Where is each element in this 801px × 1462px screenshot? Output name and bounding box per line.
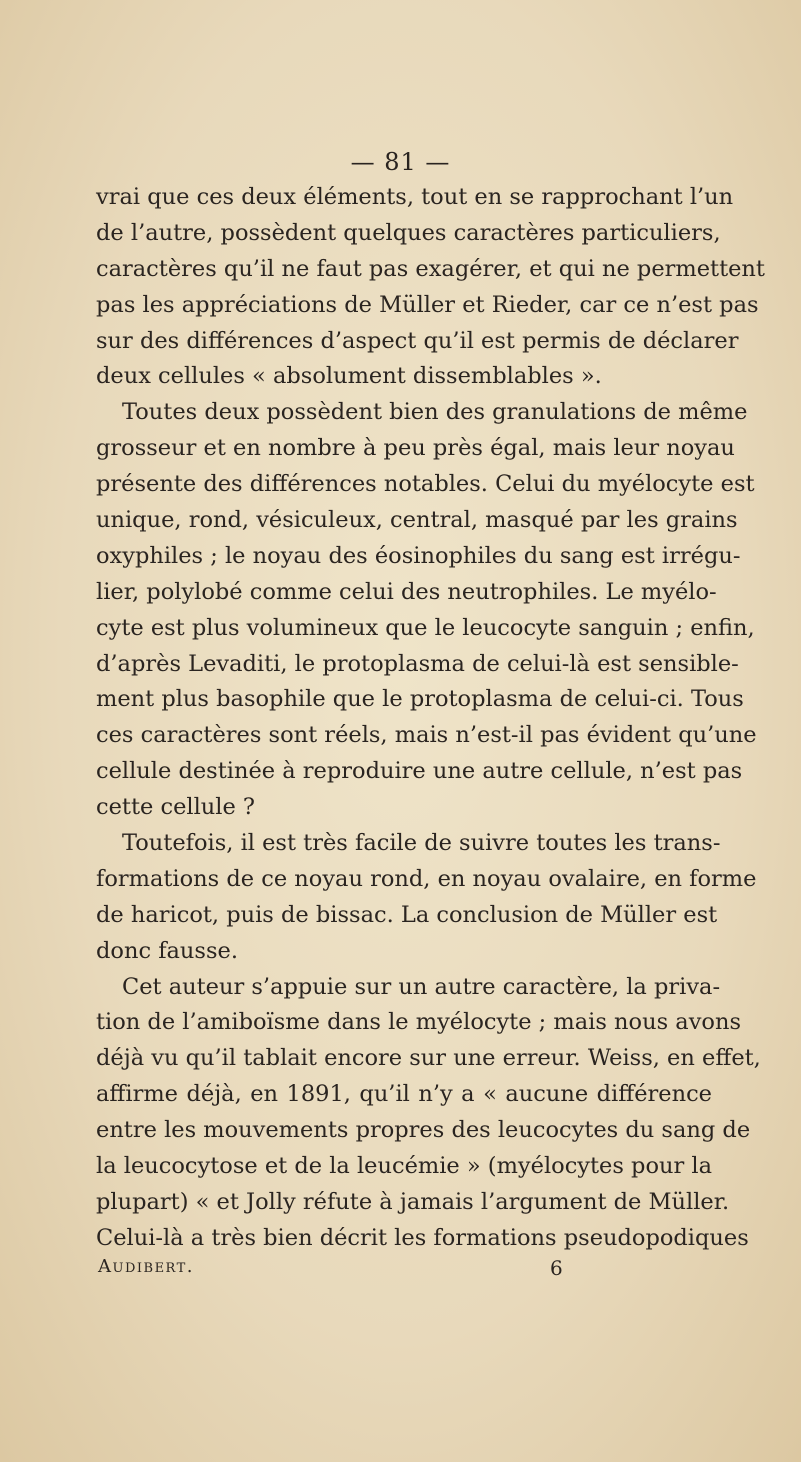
text-line: la leucocytose et de la leucémie » (myélocytes pour la [96,1153,713,1180]
text-line: Celui-là a très bien décrit les formations pseudopodiques [96,1224,749,1251]
text-line: donc fausse. [96,937,238,964]
text-line: ces caractères sont réels, mais n’est-il pas évident qu’une [96,722,757,749]
text-line: vrai que ces deux éléments, tout en se rapprochant l’un [96,184,734,210]
footer-author: Audibert. [98,1256,195,1277]
text-line: caractères qu’il ne faut pas exagérer, et qui ne permettent [96,255,765,282]
text-line: grosseur et en nombre à peu près égal, mais leur noyau [96,435,735,462]
page-footer [98,1256,578,1280]
text-line: ment plus basophile que le protoplasma de celui-ci. Tous [96,686,744,713]
text-line: oxyphiles ; le noyau des éosinophiles du sang est irrégu- [96,542,741,569]
text-line: d’après Levaditi, le protoplasma de celui-là est sensible- [96,650,739,677]
text-line: présente des différences notables. Celui du myélocyte est [96,471,755,498]
text-line: deux cellules « absolument dissemblables ». [96,363,602,390]
text-line: formations de ce noyau rond, en noyau ovalaire, en forme [96,865,757,892]
text-line: pas les appréciations de Müller et Rieder, car ce n’est pas [96,291,759,318]
text-line: unique, rond, vésiculeux, central, masqué par les grains [96,507,738,534]
text-line: cellule destinée à reproduire une autre cellule, n’est pas [96,758,743,785]
text-line: tion de l’amiboïsme dans le myélocyte ; mais nous avons [96,1009,741,1036]
body-text [96,180,765,1257]
text-line: affirme déjà, en 1891, qu’il n’y a « aucune différence [96,1081,712,1108]
text-line: de haricot, puis de bissac. La conclusion de Müller est [96,901,718,928]
text-line: cyte est plus volumineux que le leucocyte sanguin ; enfin, [96,614,755,641]
text-line: sur des différences d’aspect qu’il est permis de déclarer [96,327,739,354]
signature-mark: 6 [550,1256,565,1280]
text-line: cette cellule ? [96,794,255,821]
text-line: plupart) « et Jolly réfute à jamais l’argument de Müller. [96,1188,730,1215]
text-line: Toutes deux possèdent bien des granulations de même [122,399,748,426]
text-line: Toutefois, il est très facile de suivre toutes les trans- [122,830,721,857]
page-number: — 81 — [350,148,451,176]
text-line: déjà vu qu’il tablait encore sur une erreur. Weiss, en effet, [96,1045,761,1072]
text-line: de l’autre, possèdent quelques caractères particuliers, [96,219,721,246]
text-line: lier, polylobé comme celui des neutrophiles. Le myélo- [96,578,717,605]
text-line: entre les mouvements propres des leucocytes du sang de [96,1117,751,1144]
text-line: Cet auteur s’appuie sur un autre caractère, la priva- [122,973,721,1000]
